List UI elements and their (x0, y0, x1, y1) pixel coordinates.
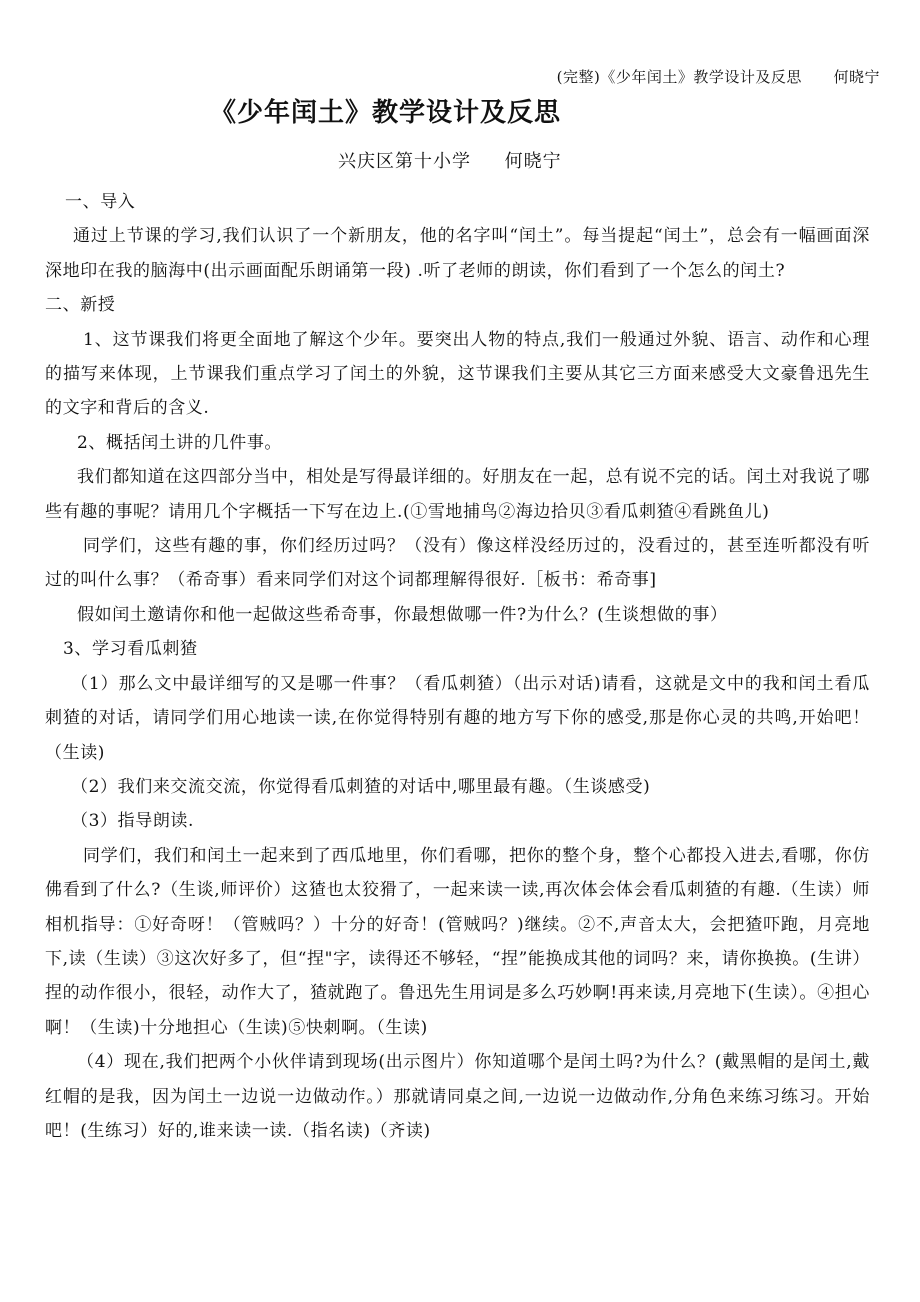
section-heading-new-lesson: 二、新授 (45, 295, 116, 316)
paragraph: 同学们，这些有趣的事，你们经历过吗？（没有）像这样没经历过的，没看过的，甚至连听都没有听过的叫什么事？（希奇事）看来同学们对这个词都理解得很好.［板书：希奇事] (45, 536, 870, 591)
paragraph: （1）那么文中最详细写的又是哪一件事？（看瓜刺猹）（出示对话)请看，这就是文中的我和闰土看瓜刺猹的对话，请同学们用心地读一读,在你觉得特别有趣的地方写下你的感受,那是你心灵的共鸣,开始吧！（生读) (45, 673, 870, 763)
paragraph: 假如闰土邀请你和他一起做这些希奇事，你最想做哪一件?为什么？(生谈想做的事） (77, 604, 728, 625)
paragraph: 同学们，我们和闰土一起来到了西瓜地里，你们看哪，把你的整个身，整个心都投入进去,看哪，你仿佛看到了什么?（生谈,师评价）这猹也太狡猾了，一起来读一读,再次体会体会看瓜刺猹的有趣.（生读）师相机指导：①好奇呀！（管贼吗？）十分的好奇！(管贼吗？)继续。②不,声音太大，会把猹吓跑，月亮地下,读（生读）③这次好多了，但“捏"字，读得还不够轻，“捏”能换成其他的词吗？来，请你换换。(生讲）捏的动作很小，很轻，动作大了，猹就跑了。鲁迅先生用词是多么巧妙啊!再来读,月亮地下(生读）。④担心啊！（生读)十分地担心（生读)⑤快刺啊。（生读) (45, 845, 870, 1038)
paragraph: 我们都知道在这四部分当中，相处是写得最详细的。好朋友在一起，总有说不完的话。闰土对我说了哪些有趣的事呢？请用几个字概括一下写在边上.(①雪地捕鸟②海边拾贝③看瓜刺猹④看跳鱼儿) (45, 467, 870, 522)
paragraph: （3）指导朗读. (71, 811, 195, 832)
paragraph: 2、概括闰土讲的几件事。 (77, 432, 283, 453)
paragraph: （4）现在,我们把两个小伙伴请到现场(出示图片）你知道哪个是闰土吗?为什么？(戴黑帽的是闰土,戴红帽的是我，因为闰土一边说一边做动作。）那就请同桌之间,一边说一边做动作,分角色来练习练习。开始吧！(生练习）好的,谁来读一读.（指名读)（齐读) (45, 1052, 870, 1141)
section-heading-intro: 一、导入 (65, 192, 136, 212)
page-header-note: (完整)《少年闰土》教学设计及反思 何晓宁 (556, 68, 880, 86)
document-body (45, 185, 870, 1148)
paragraph: 1、这节课我们将更全面地了解这个少年。要突出人物的特点,我们一般通过外貌、语言、动作和心理的描写来体现，上节课我们重点学习了闰土的外貌，这节课我们主要从其它三方面来感受大文豪鲁迅先生的文字和背后的含义. (45, 329, 870, 419)
paragraph: 通过上节课的学习,我们认识了一个新朋友，他的名字叫“闰土”。每当提起“闰土”，总会有一幅画面深深地印在我的脑海中(出示画面配乐朗诵第一段) .听了老师的朗读，你们看到了一个怎么的闰土? (45, 226, 870, 281)
document-title: 《少年闰土》教学设计及反思 (210, 98, 562, 128)
paragraph: （2）我们来交流交流，你觉得看瓜刺猹的对话中,哪里最有趣。（生谈感受) (71, 776, 651, 797)
paragraph: 3、学习看瓜刺猹 (63, 639, 198, 660)
author-line: 兴庆区第十小学 何晓宁 (338, 151, 562, 172)
